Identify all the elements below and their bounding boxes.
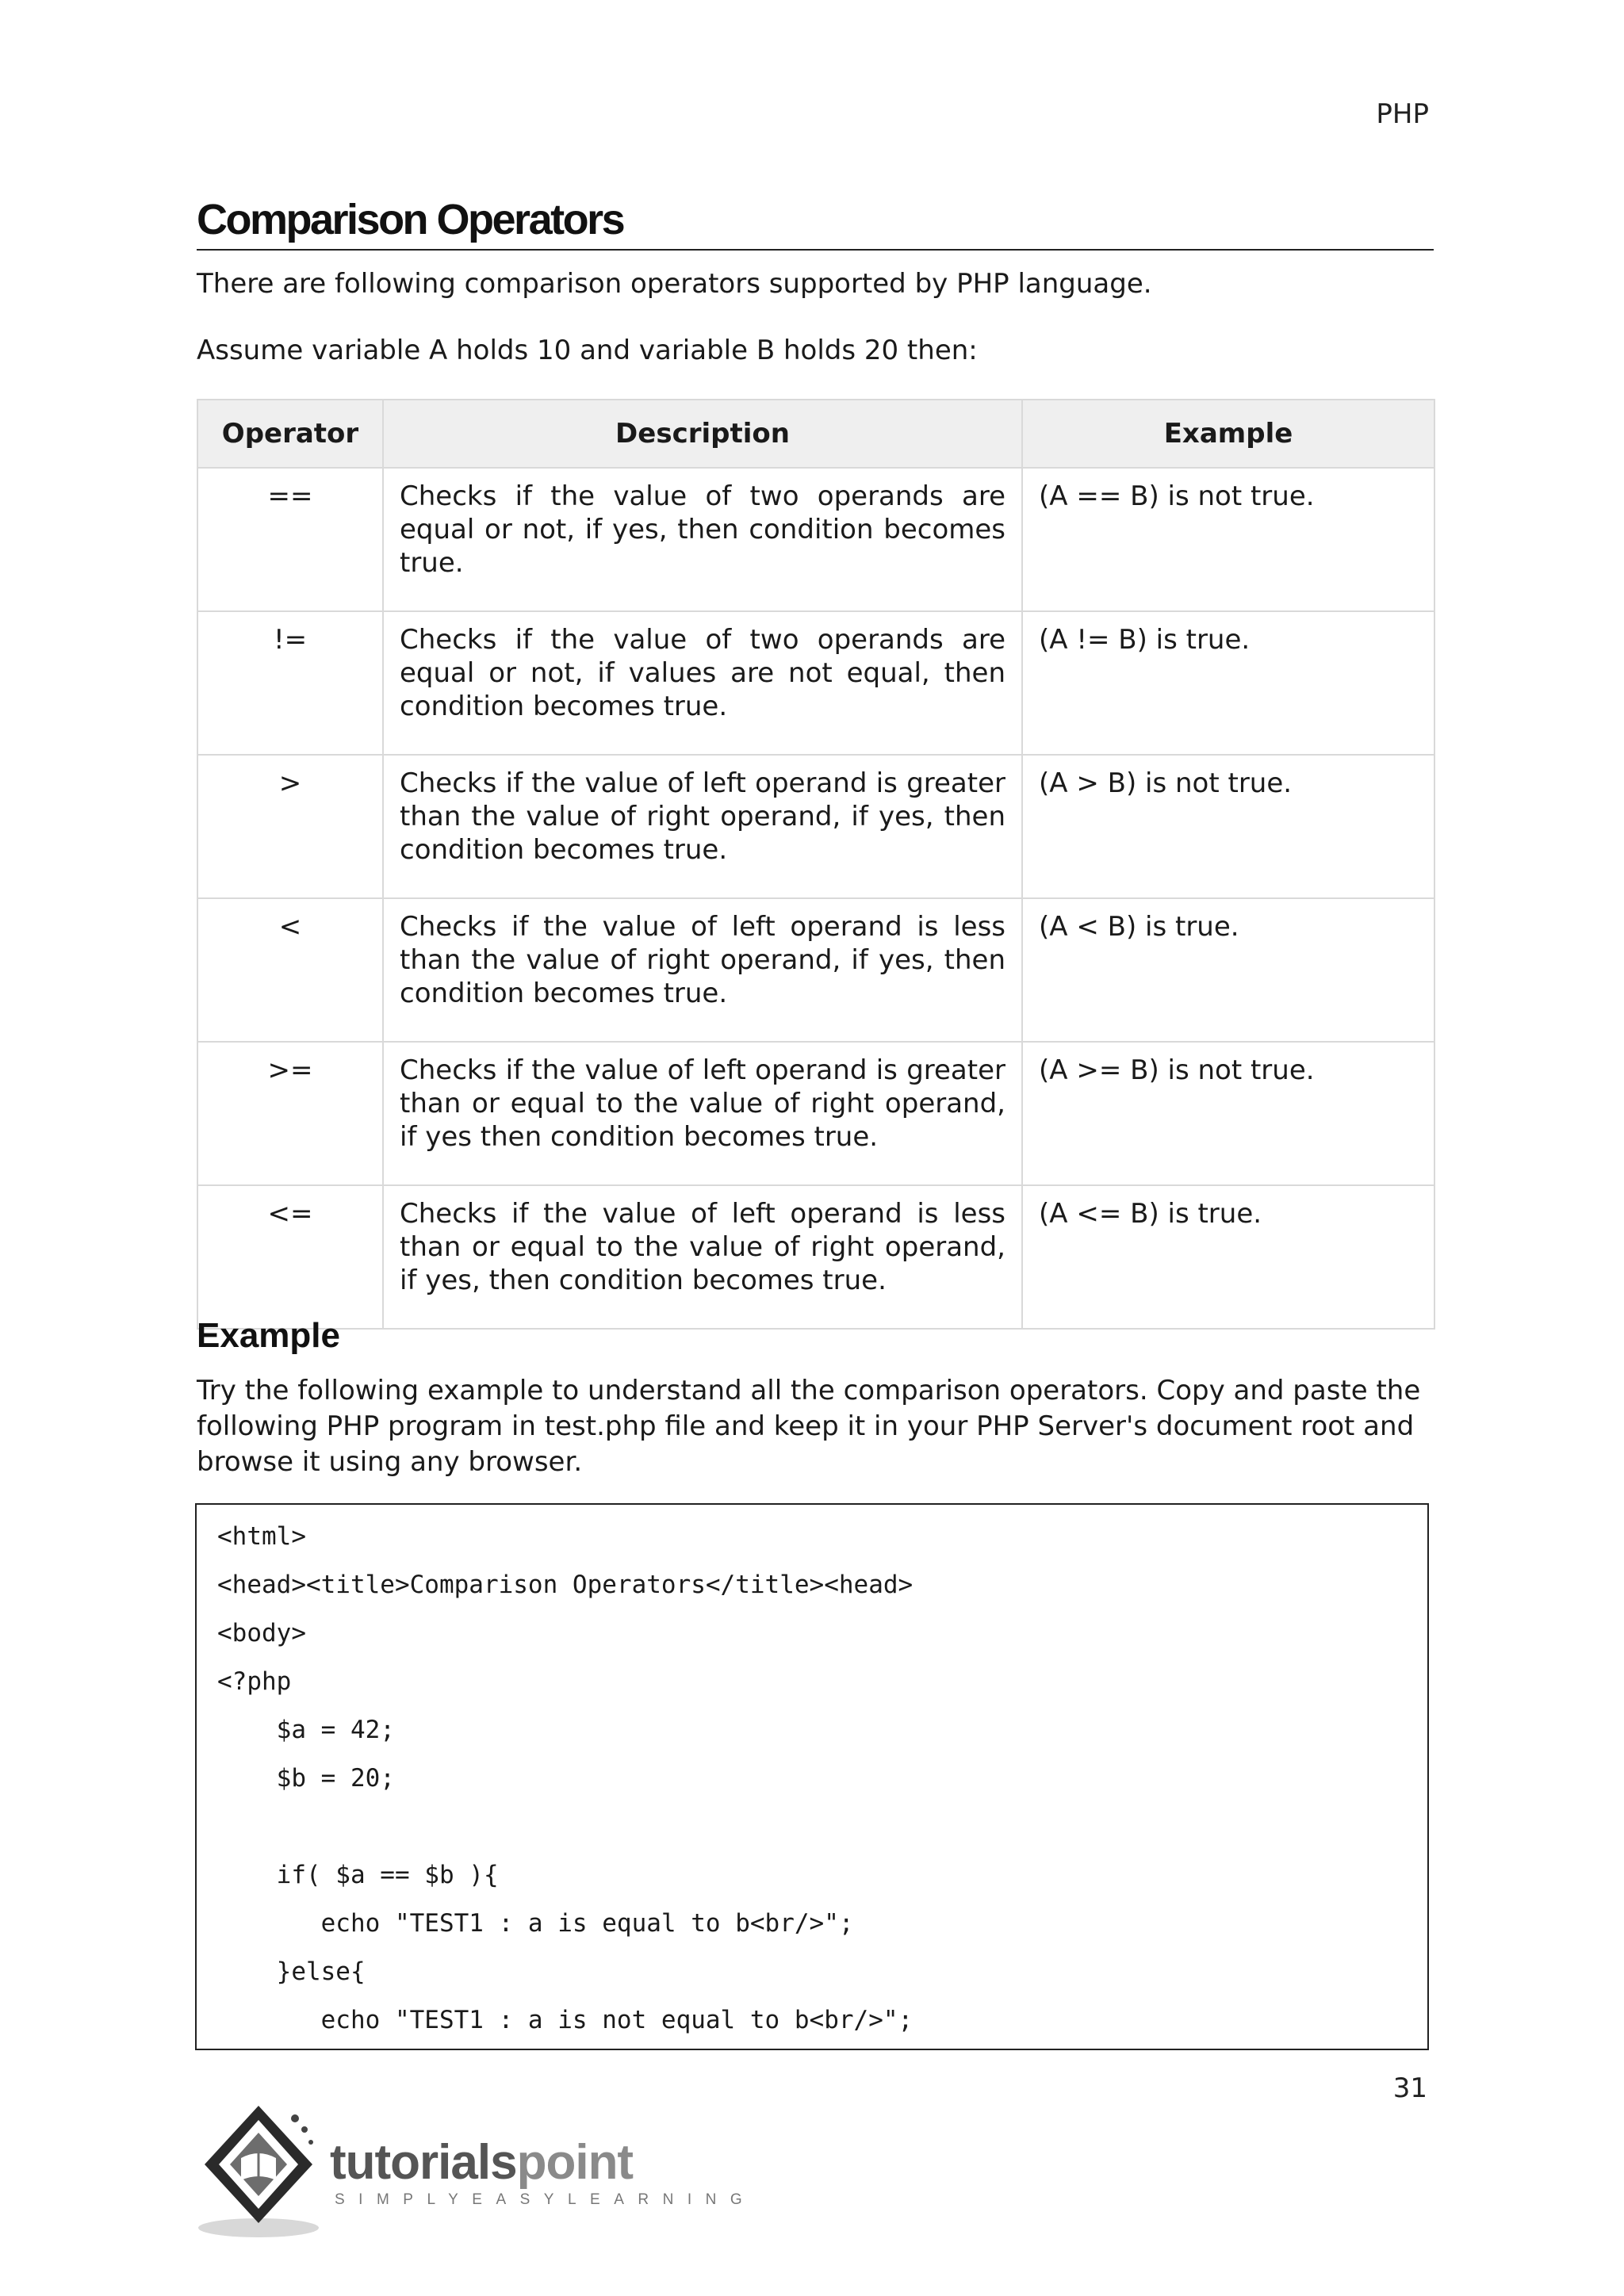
example-cell: (A >= B) is not true. [1022, 1042, 1434, 1185]
code-line: if( $a == $b ){ [217, 1861, 499, 1889]
example-cell: (A != B) is true. [1022, 611, 1434, 755]
table-row [197, 611, 1434, 755]
tutorialspoint-logo [193, 2101, 756, 2244]
description-cell: Checks if the value of two operands are equal or not, if yes, then condition becomes true. [383, 468, 1022, 611]
page-number: 31 [1392, 2072, 1427, 2104]
table-row [197, 468, 1434, 611]
logo-wordmark: tutorialspoint [330, 2135, 634, 2190]
example-column-header: Example [1022, 400, 1434, 468]
table-row [197, 898, 1434, 1042]
code-line: <html> [217, 1522, 306, 1551]
logo-emblem-icon [193, 2101, 336, 2244]
description-cell: Checks if the value of two operands are equal or not, if values are not equal, then condition becomes true. [383, 611, 1022, 755]
example-heading: Example [197, 1316, 340, 1355]
code-line: <body> [217, 1619, 306, 1647]
example-cell: (A < B) is true. [1022, 898, 1434, 1042]
operator-cell: < [197, 898, 383, 1042]
code-line: }else{ [217, 1957, 366, 1986]
description-cell: Checks if the value of left operand is greater than the value of right operand, if yes, then condition becomes true. [383, 755, 1022, 898]
operator-cell: <= [197, 1185, 383, 1329]
operator-cell: != [197, 611, 383, 755]
comparison-operators-table [197, 399, 1435, 1330]
code-line: echo "TEST1 : a is equal to b<br/>"; [217, 1909, 854, 1938]
description-column-header: Description [383, 400, 1022, 468]
code-block [195, 1503, 1429, 2050]
code-line: <?php [217, 1667, 292, 1696]
table-row [197, 1185, 1434, 1329]
example-cell: (A > B) is not true. [1022, 755, 1434, 898]
table-header-row [197, 400, 1434, 468]
example-cell: (A == B) is not true. [1022, 468, 1434, 611]
example-cell: (A <= B) is true. [1022, 1185, 1434, 1329]
section-title: Comparison Operators [197, 195, 1434, 251]
table-row [197, 1042, 1434, 1185]
logo-tagline: SIMPLYEASYLEARNING [335, 2191, 756, 2208]
description-cell: Checks if the value of left operand is less than the value of right operand, if yes, then condition becomes true. [383, 898, 1022, 1042]
code-line: $b = 20; [217, 1764, 395, 1793]
table-row [197, 755, 1434, 898]
code-line: <head><title>Comparison Operators</title><head> [217, 1571, 914, 1599]
description-cell: Checks if the value of left operand is less than or equal to the value of right operand, if yes, then condition becomes true. [383, 1185, 1022, 1329]
example-paragraph: Try the following example to understand all the comparison operators. Copy and paste the following PHP program in test.php file and keep it in your PHP Server's document root and browse it using any browser. [197, 1375, 1421, 1478]
assumption-paragraph: Assume variable A holds 10 and variable B holds 20 then: [197, 335, 978, 366]
intro-paragraph: There are following comparison operators supported by PHP language. [197, 268, 1152, 300]
operator-cell: == [197, 468, 383, 611]
running-head: PHP [1376, 98, 1429, 130]
description-cell: Checks if the value of left operand is greater than or equal to the value of right operand, if yes then condition becomes true. [383, 1042, 1022, 1185]
code-line: echo "TEST1 : a is not equal to b<br/>"; [217, 2006, 914, 2034]
operator-column-header: Operator [197, 400, 383, 468]
operator-cell: >= [197, 1042, 383, 1185]
operator-cell: > [197, 755, 383, 898]
code-line: $a = 42; [217, 1716, 395, 1744]
